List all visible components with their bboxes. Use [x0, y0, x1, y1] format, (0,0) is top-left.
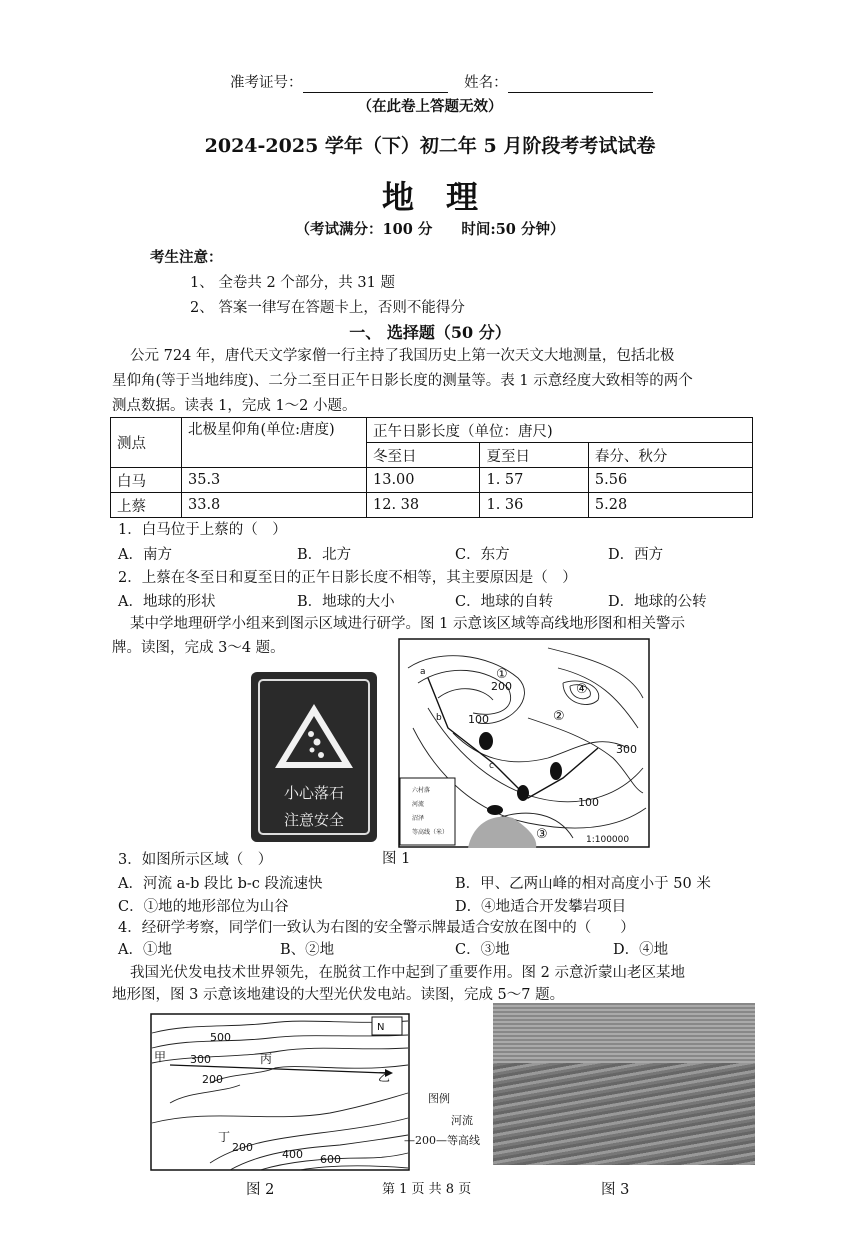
- intro-line: 某中学地理研学小组来到图示区域进行研学。图 1 示意该区域等高线地形图和相关警示: [130, 616, 685, 632]
- map1-label: c: [489, 761, 494, 771]
- intro-line: 牌。读图，完成 3～4 题。: [112, 640, 285, 656]
- score-time: （考试满分：100 分 时间:50 分钟）: [295, 221, 565, 238]
- intro-line: 地形图，图 3 示意该地建设的大型光伏发电站。读图，完成 5～7 题。: [112, 987, 565, 1003]
- q3-option-a[interactable]: A．河流 a-b 段比 b-c 段流速快: [118, 876, 323, 892]
- th-shadow: 正午日影长度（单位：唐尺): [367, 418, 753, 443]
- admission-row: [230, 73, 653, 93]
- q4-option-c[interactable]: C．③地: [455, 942, 510, 958]
- q2-option-a[interactable]: A．地球的形状: [118, 594, 216, 610]
- contour-map-2: [150, 1013, 410, 1171]
- th-winter: 冬至日: [367, 443, 480, 468]
- map1-label: 200: [491, 680, 512, 693]
- cell-summer: 1. 36: [480, 493, 588, 518]
- map1-label: ②: [553, 709, 565, 724]
- map2-label: 500: [210, 1031, 231, 1044]
- note-item: 2、 答案一律写在答题卡上，否则不能得分: [190, 300, 465, 316]
- cell-winter: 13.00: [367, 468, 480, 493]
- q2-option-d[interactable]: D．地球的公转: [608, 594, 707, 610]
- q4-option-a[interactable]: A．①地: [118, 942, 172, 958]
- contour-map-1: [398, 638, 650, 848]
- cell-point: 上蔡: [111, 493, 182, 518]
- map1-legend: 河流: [412, 801, 425, 808]
- q3-option-c[interactable]: C．①地的地形部位为山谷: [118, 899, 289, 915]
- map2-label: 200: [202, 1073, 223, 1086]
- map1-label: ④: [576, 682, 588, 697]
- falling-rock-icon: [271, 700, 357, 772]
- sign-line1: 小心落石: [283, 784, 344, 802]
- q4-option-d[interactable]: D．④地: [613, 942, 669, 958]
- th-summer: 夏至日: [480, 443, 588, 468]
- name-label: 姓名：: [464, 75, 508, 91]
- cell-winter: 12. 38: [367, 493, 480, 518]
- map2-label: 600: [320, 1153, 341, 1166]
- solar-plant-photo: [493, 1003, 755, 1165]
- map1-label: b: [436, 713, 442, 723]
- notes-title: 考生注意：: [150, 249, 223, 266]
- cell-angle: 35.3: [182, 468, 367, 493]
- map1-label: a: [420, 667, 426, 677]
- legend2-title: 图例: [428, 1092, 450, 1105]
- sign-line2: 注意安全: [283, 811, 344, 829]
- map1-label: 1:100000: [586, 835, 630, 845]
- legend2-river: 河流: [451, 1114, 473, 1127]
- q1-option-c[interactable]: C．东方: [455, 547, 510, 563]
- map1-label: ①: [496, 667, 508, 682]
- exam-title: 2024-2025 学年（下）初二年 5 月阶段考考试试卷: [204, 135, 656, 157]
- admission-blank[interactable]: [303, 76, 448, 93]
- q3-option-b[interactable]: B．甲、乙两山峰的相对高度小于 50 米: [455, 876, 711, 892]
- q1-option-d[interactable]: D．西方: [608, 547, 664, 563]
- map1-label: 100: [578, 796, 599, 809]
- table-row: [111, 468, 753, 493]
- subject-title: 地 理: [381, 178, 478, 216]
- q2-option-b[interactable]: B．地球的大小: [297, 594, 395, 610]
- map2-label: 丁: [218, 1130, 231, 1144]
- intro-line: 星仰角(等于当地纬度)、二分二至日正午日影长度的测量等。表 1 示意经度大致相等的两个: [112, 373, 693, 389]
- q2-option-c[interactable]: C．地球的自转: [455, 594, 554, 610]
- cell-point: 白马: [111, 468, 182, 493]
- cell-summer: 1. 57: [480, 468, 588, 493]
- fig1-caption: 图 1: [382, 851, 411, 867]
- intro-line: 我国光伏发电技术世界领先，在脱贫工作中起到了重要作用。图 2 示意沂蒙山老区某地: [130, 965, 685, 981]
- q4-option-b[interactable]: B、②地: [280, 942, 335, 958]
- q2-stem: 2．上蔡在冬至日和夏至日的正午日影长度不相等，其主要原因是（ ）: [118, 570, 577, 586]
- map2-label: 丙: [260, 1052, 273, 1066]
- map2-label: 甲: [154, 1050, 167, 1064]
- q4-stem: 4．经研学考察，同学们一致认为右图的安全警示牌最适合安放在图中的（ ）: [118, 920, 635, 936]
- q1-option-a[interactable]: A．南方: [118, 547, 172, 563]
- th-angle: 北极星仰角(单位:唐度): [182, 418, 367, 468]
- map1-label: ③: [536, 827, 548, 842]
- map2-label: 200: [232, 1141, 253, 1154]
- fig2-caption: 图 2: [246, 1182, 275, 1198]
- warning-sign: [251, 672, 377, 842]
- th-point: 测点: [111, 418, 182, 468]
- name-blank[interactable]: [508, 76, 653, 93]
- note-item: 1、 全卷共 2 个部分，共 31 题: [190, 275, 395, 291]
- invalid-notice: （在此卷上答题无效）: [357, 98, 503, 115]
- cell-equinox: 5.28: [588, 493, 752, 518]
- th-equinox: 春分、秋分: [588, 443, 752, 468]
- map1-label: 100: [468, 713, 489, 726]
- legend2-contour: —200—等高线: [404, 1134, 480, 1147]
- q3-stem: 3．如图所示区域（ ）: [118, 852, 273, 868]
- section-title: 一、 选择题（50 分）: [349, 323, 511, 342]
- fig3-caption: 图 3: [601, 1182, 630, 1198]
- cell-equinox: 5.56: [588, 468, 752, 493]
- admission-label: 准考证号：: [230, 75, 303, 91]
- q1-stem: 1．白马位于上蔡的（ ）: [118, 522, 287, 538]
- map1-legend: 沼泽: [412, 815, 425, 822]
- q3-option-d[interactable]: D．④地适合开发攀岩项目: [455, 899, 627, 915]
- q1-option-b[interactable]: B．北方: [297, 547, 352, 563]
- map1-label: 300: [616, 743, 637, 756]
- intro-line: 测点数据。读表 1，完成 1～2 小题。: [112, 398, 357, 414]
- map2-label: 400: [282, 1148, 303, 1161]
- map2-label: 乙: [378, 1070, 391, 1084]
- intro-line: 公元 724 年，唐代天文学家僧一行主持了我国历史上第一次天文大地测量，包括北极: [130, 348, 675, 364]
- cell-angle: 33.8: [182, 493, 367, 518]
- data-table: [110, 417, 753, 518]
- map1-legend: 六村落: [412, 787, 431, 794]
- map1-legend: 等高线（米）: [412, 829, 449, 836]
- table-row: [111, 493, 753, 518]
- north-arrow-icon: N: [377, 1022, 385, 1033]
- page-footer: 第 1 页 共 8 页: [382, 1182, 472, 1197]
- map2-label: 300: [190, 1053, 211, 1066]
